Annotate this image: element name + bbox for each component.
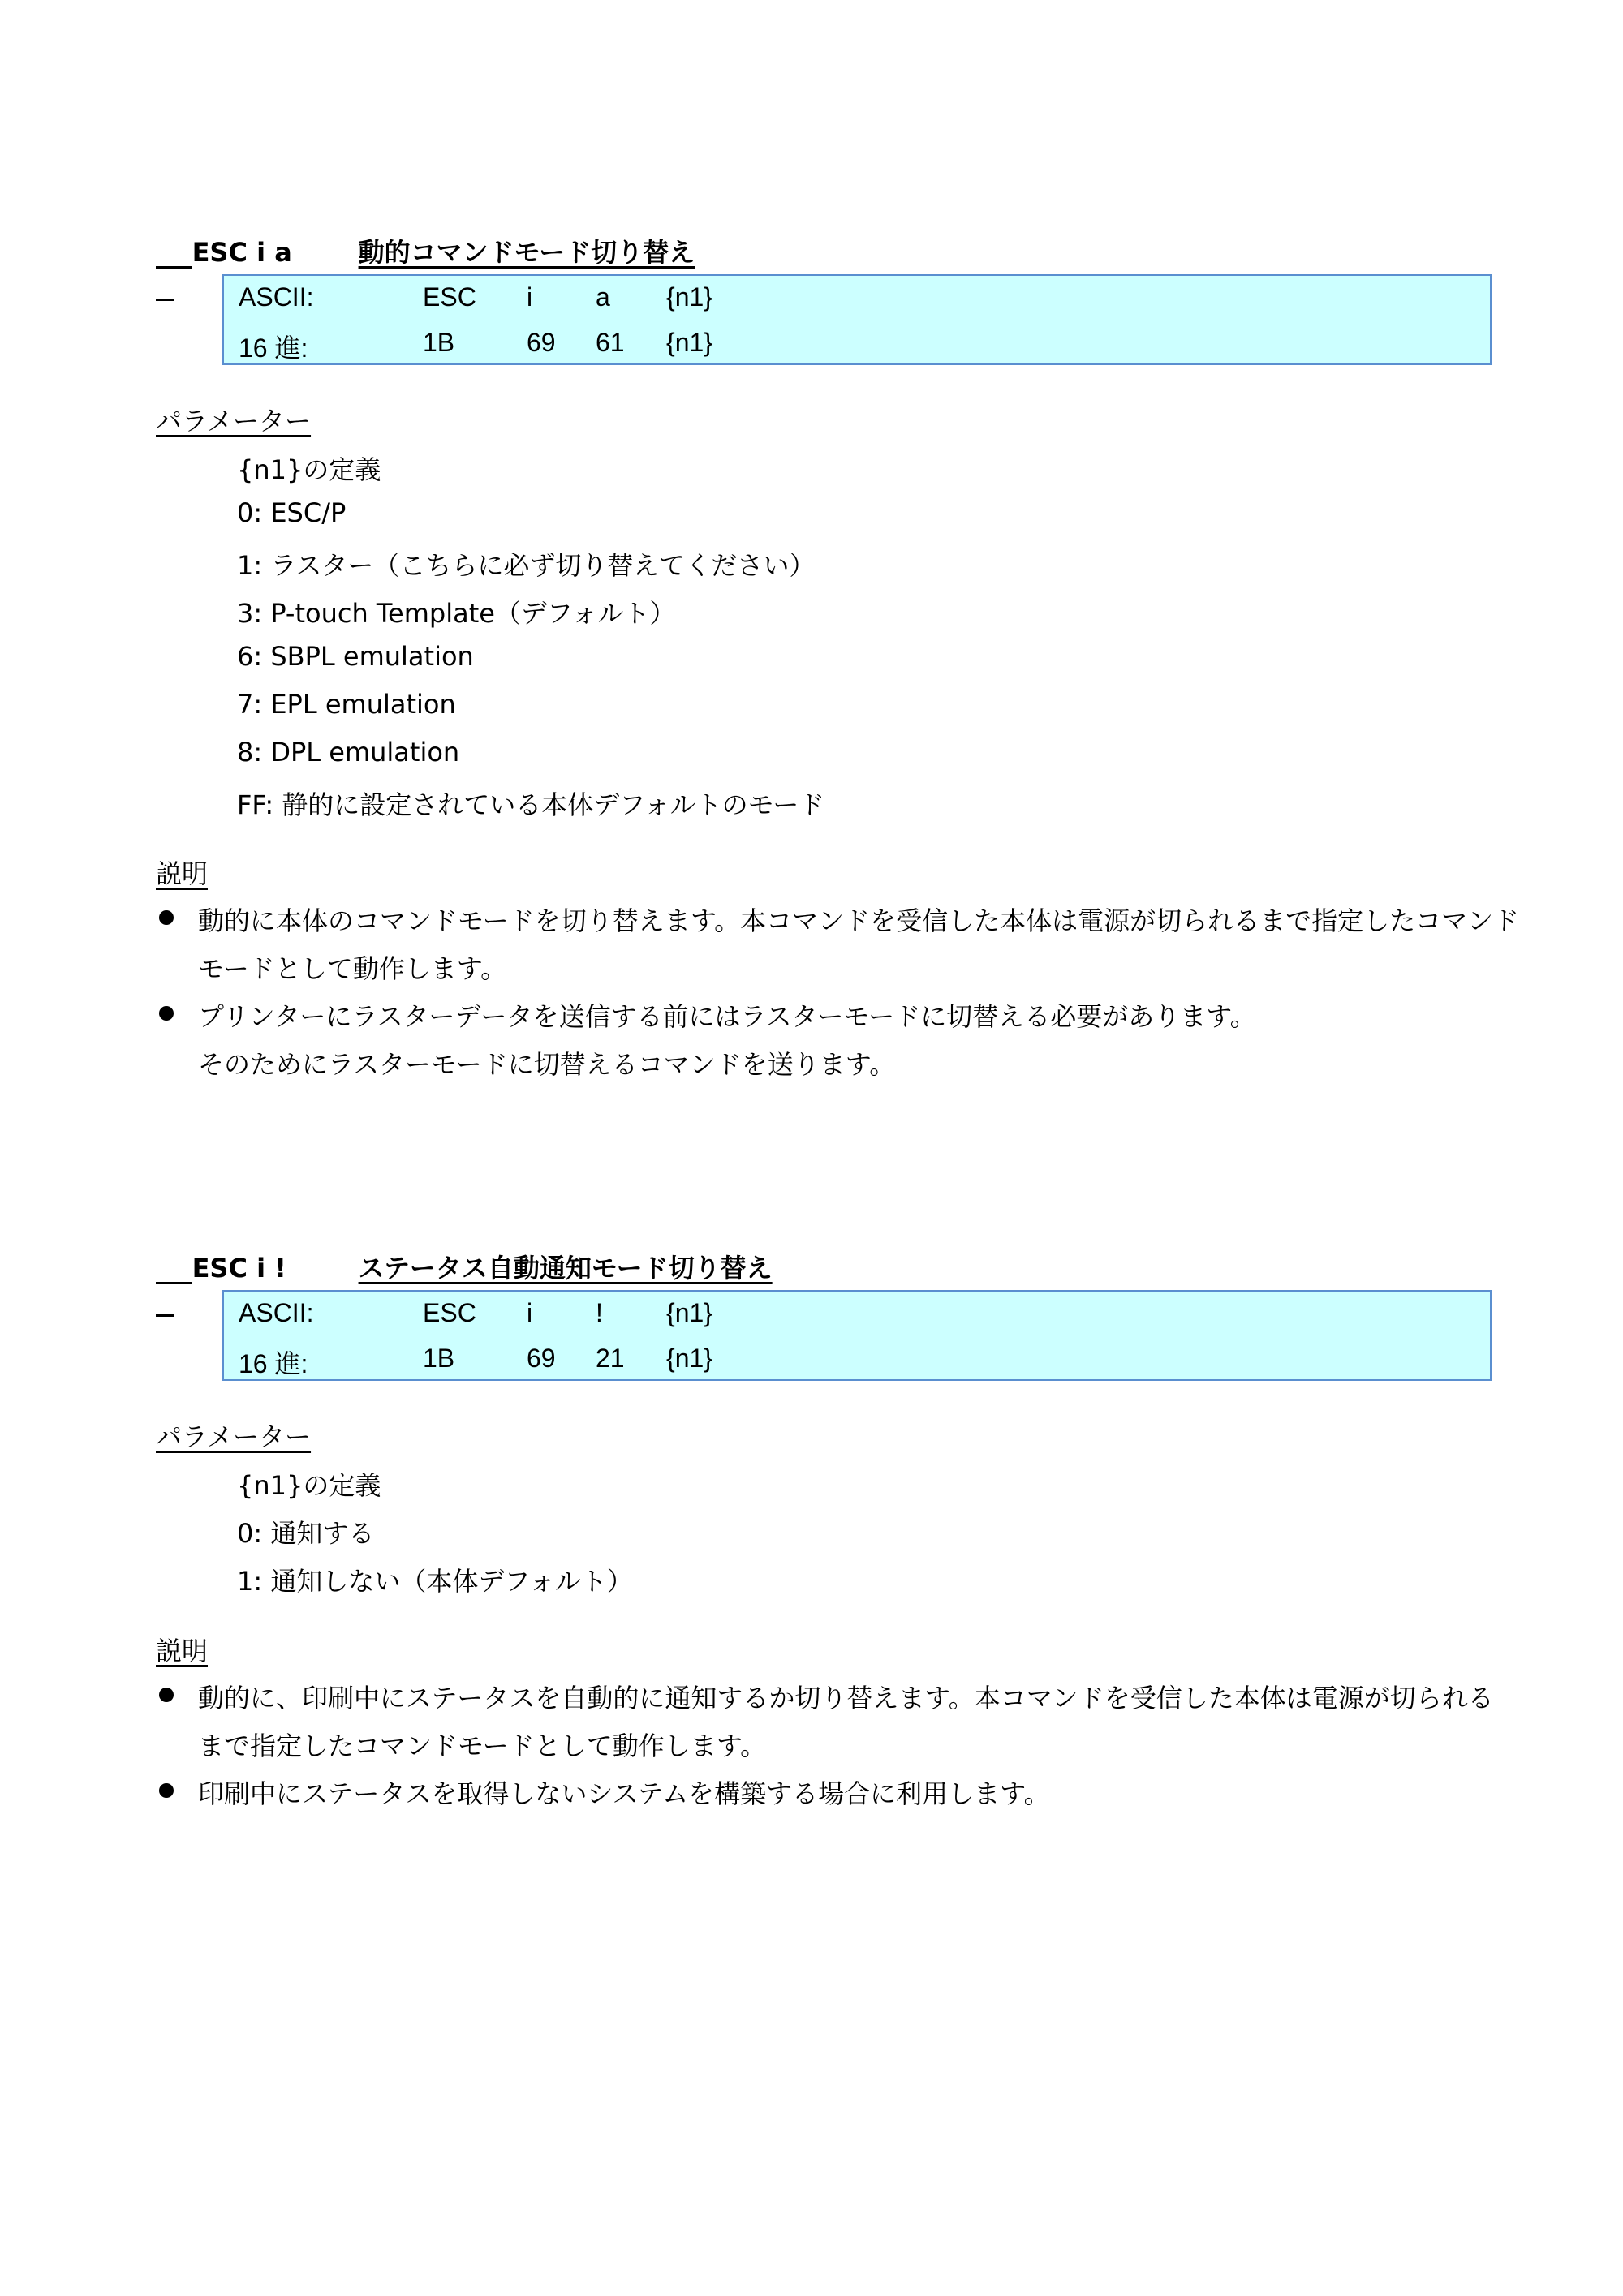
command-name: ESC i a: [192, 237, 292, 268]
code-cell: i: [527, 282, 533, 312]
param-line: 1: ラスター（こちらに必ず切り替えてください）: [237, 550, 816, 581]
code-cell: ESC: [423, 282, 476, 312]
hex-row: [224, 321, 1490, 367]
row-label: ASCII:: [239, 282, 314, 312]
bullet-icon: [159, 1006, 174, 1021]
param-line: 8: DPL emulation: [237, 737, 460, 767]
code-cell: {n1}: [666, 1298, 712, 1327]
ascii-row: [224, 1292, 1490, 1337]
bullet-text: 動的に本体のコマンドモードを切り替えます。本コマンドを受信した本体は電源が切られるまで指定したコマンド: [198, 905, 1520, 936]
code-cell: {n1}: [666, 1344, 712, 1373]
row-label: 16 進:: [239, 1349, 308, 1378]
code-cell: !: [596, 1298, 603, 1327]
command-name: ESC i !: [192, 1253, 286, 1283]
code-cell: 61: [596, 328, 625, 357]
bullet-text: 動的に、印刷中にステータスを自動的に通知するか切り替えます。本コマンドを受信した本体は電源が切られる: [198, 1683, 1494, 1713]
param-line: {n1}の定義: [237, 1470, 381, 1501]
param-line: 0: 通知する: [237, 1518, 375, 1549]
parameter-heading: パラメーター: [156, 1421, 312, 1452]
command-box: [222, 274, 1492, 365]
description-heading: 説明: [156, 1636, 209, 1666]
param-line: 7: EPL emulation: [237, 689, 456, 720]
code-cell: {n1}: [666, 328, 712, 357]
command-title: 動的コマンドモード切り替え: [358, 237, 695, 268]
row-label: ASCII:: [239, 1298, 314, 1327]
bullet-icon: [159, 1688, 174, 1702]
bullet-text: まで指定したコマンドモードとして動作します。: [198, 1731, 767, 1761]
code-cell: i: [527, 1298, 533, 1327]
bullet-icon: [159, 1783, 174, 1798]
param-line: 0: ESC/P: [237, 497, 347, 528]
param-line: 6: SBPL emulation: [237, 641, 474, 672]
bullet-text: 印刷中にステータスを取得しないシステムを構築する場合に利用します。: [198, 1778, 1050, 1809]
command-title: ステータス自動通知モード切り替え: [358, 1253, 773, 1283]
row-label: 16 進:: [239, 333, 308, 363]
bullet-icon: [159, 910, 174, 925]
code-cell: {n1}: [666, 282, 712, 312]
code-cell: 69: [527, 328, 556, 357]
command-box: [222, 1290, 1492, 1381]
bullet-text: モードとして動作します。: [198, 953, 507, 984]
code-cell: 21: [596, 1344, 625, 1373]
code-cell: ESC: [423, 1298, 476, 1327]
description-heading: 説明: [156, 858, 209, 889]
bullet-text: プリンターにラスターデータを送信する前にはラスターモードに切替える必要があります。: [198, 1001, 1256, 1032]
code-cell: 1B: [423, 1344, 455, 1373]
hex-row: [224, 1337, 1490, 1382]
code-cell: 1B: [423, 328, 455, 357]
param-line: FF: 静的に設定されている本体デフォルトのモード: [237, 789, 825, 820]
code-cell: a: [596, 282, 610, 312]
param-line: {n1}の定義: [237, 454, 381, 485]
code-cell: 69: [527, 1344, 556, 1373]
param-line: 3: P-touch Template（デフォルト）: [237, 598, 676, 629]
param-line: 1: 通知しない（本体デフォルト）: [237, 1566, 633, 1597]
ascii-row: [224, 276, 1490, 321]
parameter-heading: パラメーター: [156, 406, 312, 436]
bullet-text: そのためにラスターモードに切替えるコマンドを送ります。: [198, 1049, 896, 1080]
